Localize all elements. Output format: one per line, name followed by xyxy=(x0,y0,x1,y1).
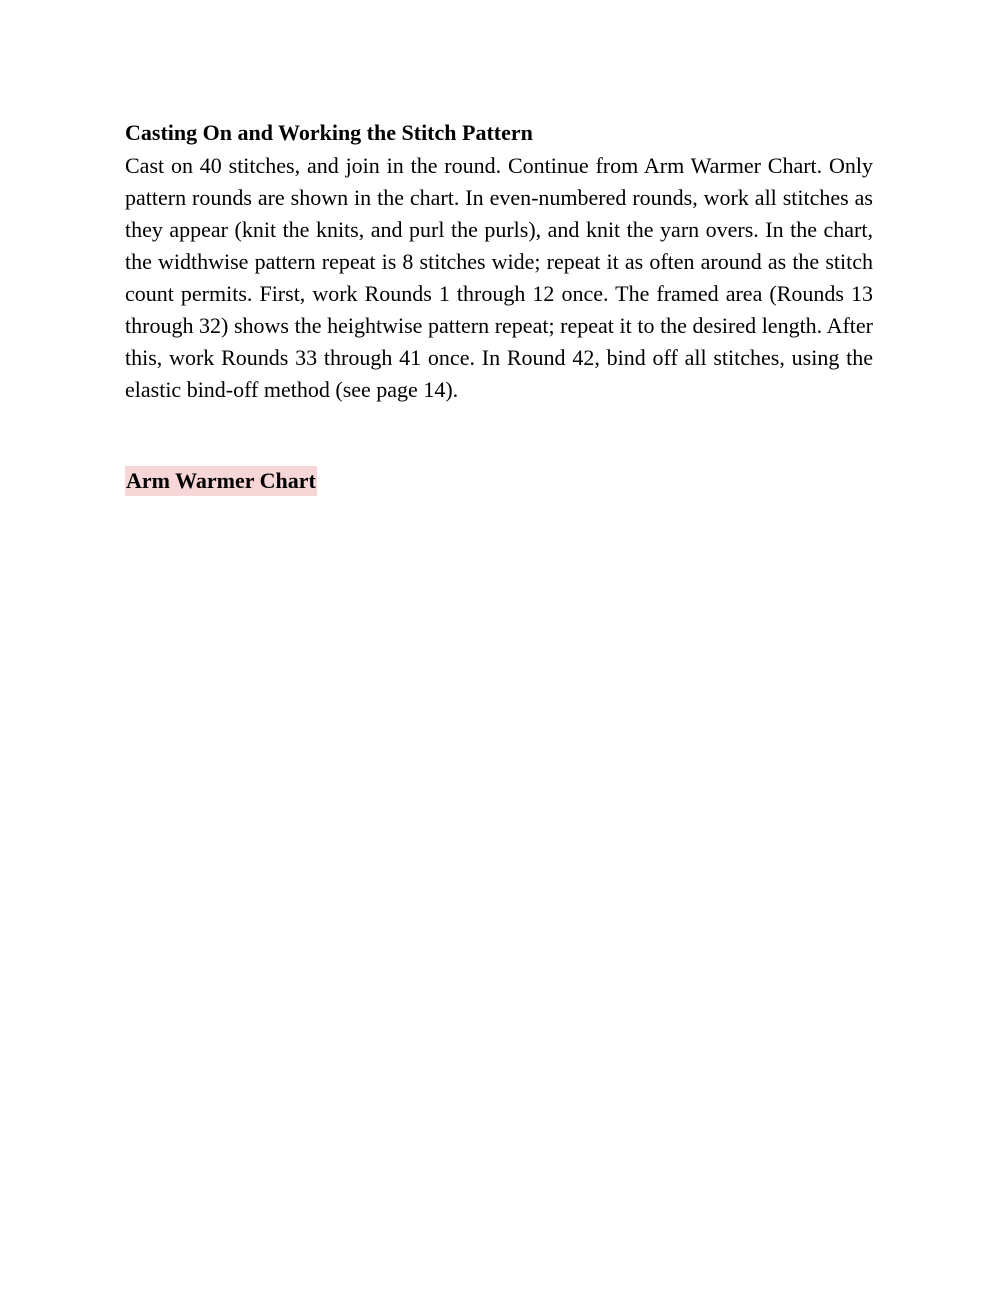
instructions-paragraph: Cast on 40 stitches, and join in the round. Continue from Arm Warmer Chart. Only pattern rounds are shown in the chart. In even-numbered rounds, work all stitches as they appear (knit the knits, and purl the purls), and knit the yarn overs. In the chart, the widthwise pattern repeat is 8 stitches wide; repeat it as often around as the stitch count permits. First, work Rounds 1 through 12 once. The framed area (Rounds 13 through 32) shows the heightwise pattern repeat; repeat it to the desired length. After this, work Rounds 33 through 41 once. In Round 42, bind off all stitches, using the elastic bind-off method (see page 14). xyxy=(125,153,873,402)
page-content xyxy=(125,118,873,496)
section-heading: Casting On and Working the Stitch Pattern xyxy=(125,120,533,145)
chart-heading: Arm Warmer Chart xyxy=(125,466,317,496)
chart-heading-wrapper xyxy=(125,406,873,496)
